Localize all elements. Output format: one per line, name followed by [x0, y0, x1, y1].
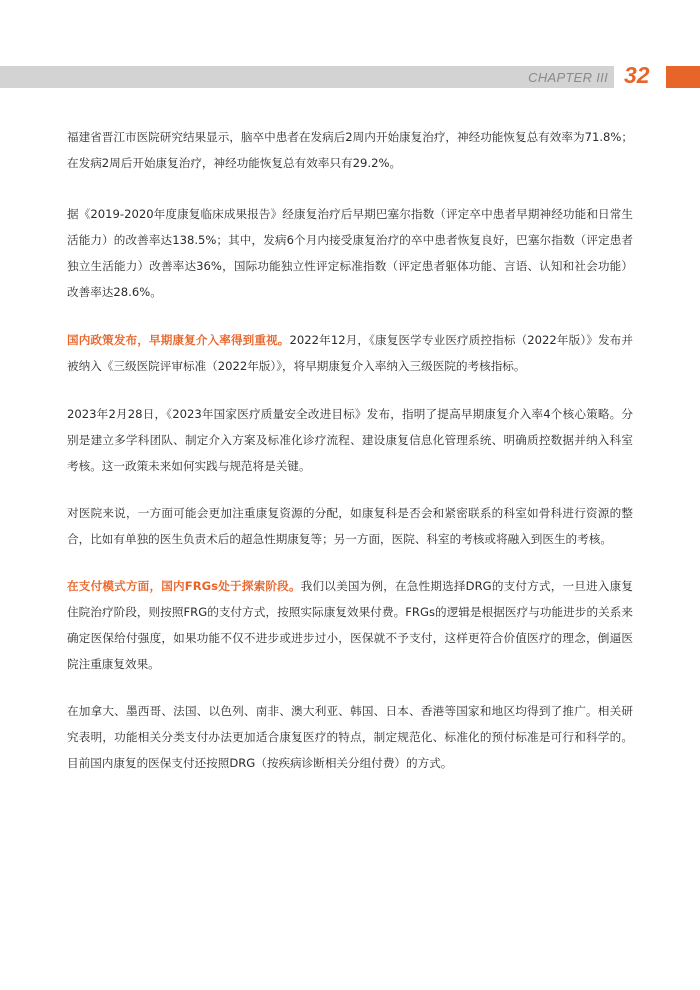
paragraph-highlight: 国内政策发布，早期康复介入率得到重视。 — [67, 333, 290, 347]
paragraph — [67, 401, 633, 479]
paragraph — [67, 327, 633, 379]
paragraph-text: 对医院来说，一方面可能会更加注重康复资源的分配，如康复科是否会和紧密联系的科室如骨科进行资源的整合，比如有单独的医生负责术后的超急性期康复等；另一方面，医院、科室的考核或将融入到医生的考核。 — [67, 506, 633, 546]
article-body — [67, 124, 633, 801]
paragraph — [67, 201, 633, 305]
paragraph-text: 2023年2月28日，《2023年国家医疗质量安全改进目标》发布，指明了提高早期康复介入率4个核心策略。分别是建立多学科团队、制定介入方案及标准化诊疗流程、建设康复信息化管理系统、明确质控数据并纳入科室考核。这一政策未来如何实践与规范将是关键。 — [67, 407, 633, 473]
paragraph-text: 我们以美国为例，在急性期选择DRG的支付方式，一旦进入康复住院治疗阶段，则按照FRG的支付方式，按照实际康复效果付费。FRGs的逻辑是根据医疗与功能进步的关系来确定医保给付强度，如果功能不仅不进步或进步过小，医保就不予支付，这样更符合价值医疗的理念，倒逼医院注重康复效果。 — [67, 579, 633, 671]
paragraph-text: 福建省晋江市医院研究结果显示，脑卒中患者在发病后2周内开始康复治疗，神经功能恢复总有效率为71.8%；在发病2周后开始康复治疗，神经功能恢复总有效率只有29.2%。 — [67, 130, 633, 170]
paragraph — [67, 698, 633, 776]
paragraph-text: 据《2019-2020年度康复临床成果报告》经康复治疗后早期巴塞尔指数（评定卒中患者早期神经功能和日常生活能力）的改善率达138.5%；其中，发病6个月内接受康复治疗的卒中患者恢复良好，巴塞尔指数（评定患者独立生活能力）改善率达36%，国际功能独立性评定标准指数（评定患者躯体功能、言语、认知和社会功能）改善率达28.6%。 — [67, 207, 633, 299]
paragraph-text: 2022年12月，《康复医学专业医疗质控指标（2022年版）》发布并被纳入《三级医院评审标准（2022年版）》，将早期康复介入率纳入三级医院的考核指标。 — [67, 333, 633, 373]
chapter-label: CHAPTER III — [528, 70, 608, 85]
paragraph-text: 在加拿大、墨西哥、法国、以色列、南非、澳大利亚、韩国、日本、香港等国家和地区均得到了推广。相关研究表明，功能相关分类支付办法更加适合康复医疗的特点，制定规范化、标准化的预付标准是可行和科学的。目前国内康复的医保支付还按照DRG（按疾病诊断相关分组付费）的方式。 — [67, 704, 633, 770]
paragraph-highlight: 在支付模式方面，国内FRGs处于探索阶段。 — [67, 579, 301, 593]
page-number: 32 — [624, 62, 650, 88]
paragraph — [67, 573, 633, 677]
accent-tab — [666, 66, 700, 88]
header-band — [0, 66, 614, 88]
paragraph — [67, 500, 633, 552]
paragraph — [67, 124, 633, 176]
